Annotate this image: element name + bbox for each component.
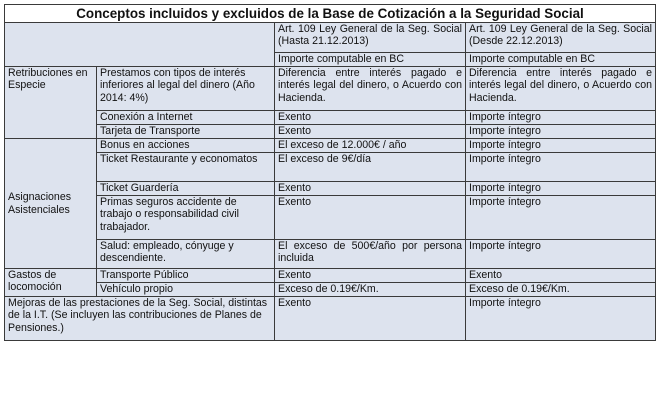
concept-cell: Bonus en acciones bbox=[97, 139, 275, 153]
table-row bbox=[5, 67, 656, 111]
concept-cell: Prestamos con tipos de interés inferiores al legal del dinero (Año 2014: 4%) bbox=[97, 67, 275, 111]
old-value-cell: El exceso de 500€/año por persona incluida bbox=[275, 240, 466, 269]
old-value-cell: El exceso de 9€/día bbox=[275, 153, 466, 182]
group-label-especie: Retribuciones en Especie bbox=[5, 67, 97, 139]
header-col-new: Art. 109 Ley General de la Seg. Social (Desde 22.12.2013) bbox=[466, 23, 656, 53]
new-value-cell: Importe íntegro bbox=[466, 297, 656, 341]
concept-cell: Salud: empleado, cónyuge y descendiente. bbox=[97, 240, 275, 269]
concept-cell: Ticket Guardería bbox=[97, 182, 275, 196]
header-col-old: Art. 109 Ley General de la Seg. Social (Hasta 21.12.2013) bbox=[275, 23, 466, 53]
old-value-cell: El exceso de 12.000€ / año bbox=[275, 139, 466, 153]
new-value-cell: Importe íntegro bbox=[466, 182, 656, 196]
contribution-base-table bbox=[4, 4, 656, 341]
header-row bbox=[5, 23, 656, 53]
table-row bbox=[5, 182, 656, 196]
concept-cell: Vehículo propio bbox=[97, 283, 275, 297]
concept-cell: Mejoras de las prestaciones de la Seg. Social, distintas de la I.T. (Se incluyen las contribuciones de Planes de Pensiones.) bbox=[5, 297, 275, 341]
group-label-asistenciales: Asignaciones Asistenciales bbox=[5, 139, 97, 269]
new-value-cell: Exento bbox=[466, 269, 656, 283]
table-row bbox=[5, 196, 656, 240]
new-value-cell: Importe íntegro bbox=[466, 196, 656, 240]
header-computable-old: Importe computable en BC bbox=[275, 53, 466, 67]
new-value-cell: Exceso de 0.19€/Km. bbox=[466, 283, 656, 297]
concept-cell: Ticket Restaurante y economatos bbox=[97, 153, 275, 182]
old-value-cell: Exento bbox=[275, 125, 466, 139]
table-wrapper bbox=[4, 4, 655, 341]
table-row bbox=[5, 240, 656, 269]
header-blank-cell bbox=[5, 23, 275, 67]
table-row bbox=[5, 283, 656, 297]
table-row bbox=[5, 269, 656, 283]
table-row bbox=[5, 153, 656, 182]
concept-cell: Transporte Público bbox=[97, 269, 275, 283]
table-row bbox=[5, 139, 656, 153]
old-value-cell: Diferencia entre interés pagado e interés legal del dinero, o Acuerdo con Hacienda. bbox=[275, 67, 466, 111]
new-value-cell: Importe íntegro bbox=[466, 240, 656, 269]
old-value-cell: Exento bbox=[275, 269, 466, 283]
old-value-cell: Exento bbox=[275, 111, 466, 125]
old-value-cell: Exceso de 0.19€/Km. bbox=[275, 283, 466, 297]
table-row bbox=[5, 297, 656, 341]
concept-cell: Primas seguros accidente de trabajo o responsabilidad civil trabajador. bbox=[97, 196, 275, 240]
new-value-cell: Importe íntegro bbox=[466, 139, 656, 153]
old-value-cell: Exento bbox=[275, 297, 466, 341]
new-value-cell: Importe íntegro bbox=[466, 111, 656, 125]
group-label-locomocion: Gastos de locomoción bbox=[5, 269, 97, 297]
old-value-cell: Exento bbox=[275, 196, 466, 240]
old-value-cell: Exento bbox=[275, 182, 466, 196]
concept-cell: Conexión a Internet bbox=[97, 111, 275, 125]
new-value-cell: Importe íntegro bbox=[466, 153, 656, 182]
table-row bbox=[5, 125, 656, 139]
table-row bbox=[5, 111, 656, 125]
concept-cell: Tarjeta de Transporte bbox=[97, 125, 275, 139]
new-value-cell: Diferencia entre interés pagado e interés legal del dinero, o Acuerdo con Hacienda. bbox=[466, 67, 656, 111]
new-value-cell: Importe íntegro bbox=[466, 125, 656, 139]
table-title: Conceptos incluidos y excluidos de la Base de Cotización a la Seguridad Social bbox=[5, 5, 656, 23]
header-computable-new: Importe computable en BC bbox=[466, 53, 656, 67]
title-row bbox=[5, 5, 656, 23]
